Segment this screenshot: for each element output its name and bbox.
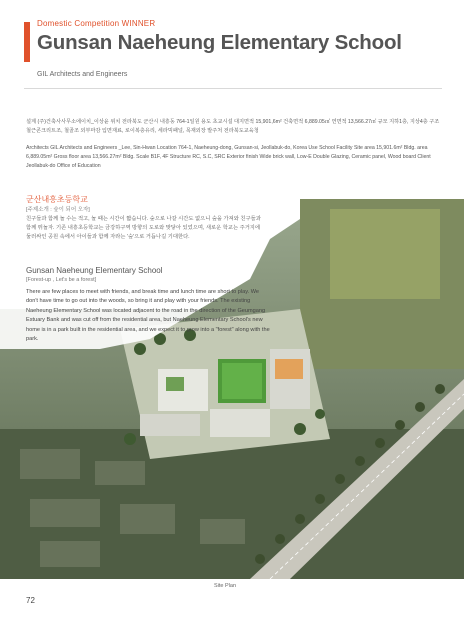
figure-caption: Site Plan xyxy=(214,583,237,589)
kicker: Domestic Competition WINNER xyxy=(37,19,156,28)
section-body-english: There are few places to meet with friends, and break time and lunch time are short to play. We don't have time to go out into the woods, so bring it and play with your friends. The existing Naeheung Elementary School was located adjacent to the road in the direction of the Geumgang Estuary Bank and was cut off from the residential area, but Naeheung Elementary School's new home is in a park built in the residential area, and we expect it to grow into a "forest" along with the park. xyxy=(26,289,270,343)
site-plan-image xyxy=(0,199,464,579)
accent-bar xyxy=(24,22,30,62)
project-specs-english: Architects GIL Architects and Engineers _Lee, Sin-Hwan Location 764-1, Naeheung-dong, Gunsan-si, Jeollabuk-do, Korea Use School Facility Site area 15,901.6m² Bldg. area 6,889.05m² Gross floor area 13,566.27m² Bldg. Scale B1F, 4F Structure RC, S.C, SRC Exterior finish Wide brick wall, Low-E Double Glazing, Ceramic panel, Wood board Client Jeollabuk-do Office of Education xyxy=(26,145,431,169)
header-divider xyxy=(24,88,442,89)
section-subheading-english: [Forest-up , Let's be a forest] xyxy=(26,277,97,283)
project-specs-korean: 설계 (주)건축사사무소에이치_이상윤 위치 전라북도 군산시 내흥동 764-1일원 용도 초교시설 대지면적 15,901,6m² 건축면적 6,889.05㎡ 연면적 13,566.27㎡ 규모 지하1층, 지상4층 구조 철근콘크리트조, 철골조 외부마감 입면재료, 로이복층유리, 세라믹패널, 목재외장 발주처 전라북도교육청 xyxy=(26,119,440,134)
section-heading-english: Gunsan Naeheung Elementary School xyxy=(26,266,163,275)
section-heading-korean: 군산내흥초등학교 xyxy=(26,195,88,204)
section-subheading-korean: [주제소개 : 숲이 되어 오자] xyxy=(26,207,90,213)
page-number: 72 xyxy=(26,596,35,605)
section-body-korean: 친구들과 함께 놀 수는 적고, 놀 때는 시간이 짧습니다. 숲으로 나갈 시간도 없으니 숲을 가져와 친구들과 함께 뛰놀자. 기존 내흥초등학교는 금강하구역 방향의 도로와 맞닿아 있었으며, 새로운 학교는 주거지에 둘러싸인 공원 속에서 아이들과 함께 자라는 '숲'으로 거듭나길 기대한다. xyxy=(26,216,261,241)
page-title: Gunsan Naeheung Elementary School xyxy=(37,31,402,54)
architect-firm: GIL Architects and Engineers xyxy=(37,71,128,78)
